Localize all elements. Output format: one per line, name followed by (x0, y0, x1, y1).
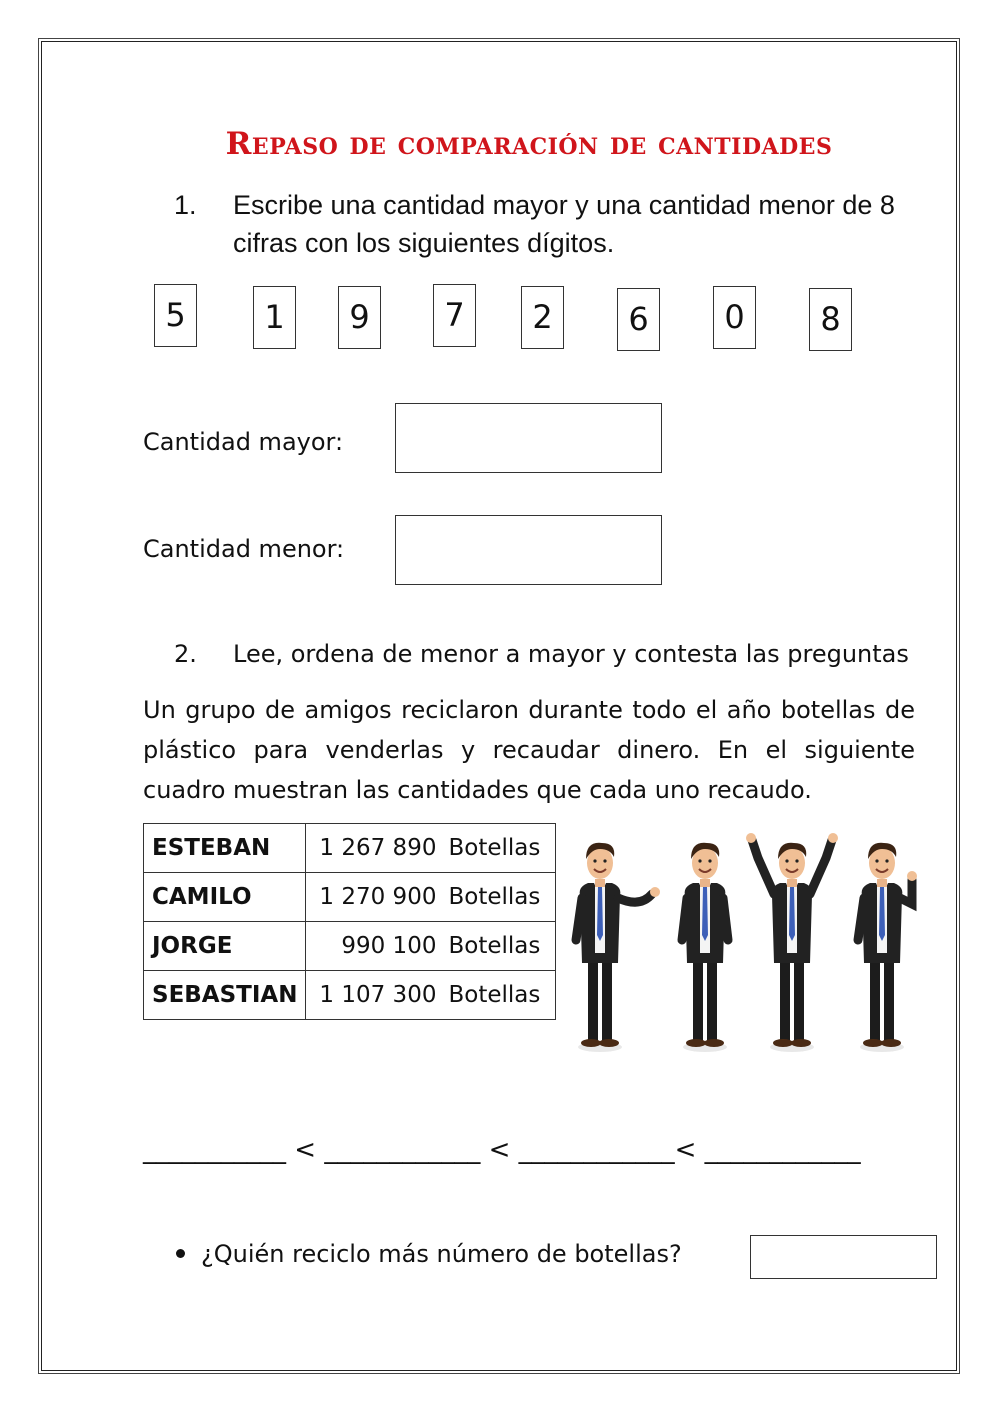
table-cell-value (306, 922, 556, 971)
digit-box: 1 (253, 286, 296, 349)
bottle-unit: Botellas (448, 884, 541, 910)
digit-box: 6 (617, 288, 660, 351)
bullet-question (176, 1240, 682, 1268)
bottle-unit: Botellas (448, 835, 541, 861)
table-cell-value (306, 824, 556, 873)
businessman-figure (770, 843, 814, 1052)
bullet-icon (176, 1249, 185, 1258)
table-cell-name: ESTEBAN (144, 824, 306, 873)
bottle-count: 1 270 900 (319, 884, 437, 910)
digit-box: 8 (809, 288, 852, 351)
question-1-text: Escribe una cantidad mayor y una cantidad menor de 8 cifras con los siguientes dígitos. (233, 190, 895, 258)
cantidad-mayor-input[interactable] (395, 403, 662, 473)
businessman-figure (683, 843, 727, 1052)
page-title: Repaso de comparación de cantidades (225, 126, 833, 162)
bottle-unit: Botellas (448, 933, 541, 959)
cantidad-mayor-label: Cantidad mayor: (143, 428, 344, 456)
digit-box: 2 (521, 286, 564, 349)
table-cell-value (306, 873, 556, 922)
digit-box: 9 (338, 286, 381, 349)
bottle-count: 1 267 890 (319, 835, 437, 861)
businessman-figure (860, 843, 904, 1052)
table-cell-value (306, 971, 556, 1020)
cantidad-menor-label: Cantidad menor: (143, 535, 345, 563)
bottle-count: 990 100 (341, 933, 437, 959)
table-row (144, 824, 556, 873)
table-cell-name: SEBASTIAN (144, 971, 306, 1020)
order-blanks[interactable]: ___________ < ____________ < ____________< ____________ (143, 1135, 861, 1165)
question-2-text: Lee, ordena de menor a mayor y contesta las preguntas (233, 640, 909, 668)
bottle-unit: Botellas (448, 982, 541, 1008)
table-row (144, 922, 556, 971)
digit-box: 0 (713, 286, 756, 349)
bottle-count: 1 107 300 (319, 982, 437, 1008)
bullet-question-text: ¿Quién reciclo más número de botellas? (201, 1240, 682, 1268)
businessmen-illustration (560, 830, 940, 1060)
question-2-number: 2. (174, 640, 197, 668)
table-row (144, 971, 556, 1020)
digit-box: 7 (433, 284, 476, 347)
businessman-figure (578, 843, 622, 1052)
bottles-table (143, 823, 556, 1020)
question-1-number: 1. (174, 190, 197, 220)
digit-box: 5 (154, 284, 197, 347)
table-row (144, 873, 556, 922)
problem-paragraph: Un grupo de amigos reciclaron durante todo el año botellas de plástico para venderlas y recaudar dinero. En el siguiente cuadro muestran las cantidades que cada uno recaudo. (143, 696, 915, 804)
answer-input[interactable] (750, 1235, 937, 1279)
table-cell-name: JORGE (144, 922, 306, 971)
cantidad-menor-input[interactable] (395, 515, 662, 585)
table-cell-name: CAMILO (144, 873, 306, 922)
